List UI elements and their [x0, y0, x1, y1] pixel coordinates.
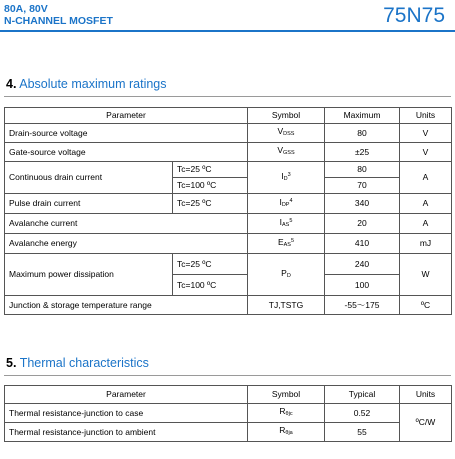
symbol-cell: $E_{AS}^5$: [248, 234, 325, 254]
unit-cell: ºC: [400, 296, 452, 315]
symbol-cell: $I_D^3$: [248, 162, 325, 194]
section-number: 4.: [6, 77, 17, 91]
absolute-max-table: [4, 107, 452, 315]
symbol-cell: $R_{\theta ja}$: [248, 423, 325, 442]
symbol-cell: $I_{DP}^4$: [248, 194, 325, 214]
unit-cell: A: [400, 214, 452, 234]
value-cell: -55～175: [325, 296, 400, 315]
col-header-units: Units: [400, 386, 452, 404]
table-header-row: [5, 108, 452, 124]
col-header-symbol: Symbol: [248, 108, 325, 124]
value-cell: 100: [325, 275, 400, 296]
col-header-parameter: Parameter: [5, 108, 248, 124]
thermal-table: [4, 385, 452, 442]
col-header-symbol: Symbol: [248, 386, 325, 404]
param-cell: Continuous drain current: [5, 162, 173, 194]
table-row: [5, 162, 452, 178]
value-cell: 55: [325, 423, 400, 442]
section-underline: [4, 375, 451, 376]
table-row: [5, 423, 452, 442]
symbol-cell: $V_{DSS}$: [248, 124, 325, 143]
col-header-parameter: Parameter: [5, 386, 248, 404]
table-header-row: [5, 386, 452, 404]
param-cell: Pulse drain current: [5, 194, 173, 214]
table-row: [5, 214, 452, 234]
symbol-cell: $V_{GSS}$: [248, 143, 325, 162]
value-cell: 70: [325, 178, 400, 194]
value-cell: 410: [325, 234, 400, 254]
section-title-thermal: [6, 356, 149, 370]
param-cell: Avalanche energy: [5, 234, 248, 254]
condition-cell: Tc=100 ºC: [173, 178, 248, 194]
unit-cell: A: [400, 194, 452, 214]
value-cell: 20: [325, 214, 400, 234]
col-header-typical: Typical: [325, 386, 400, 404]
header-divider: [0, 30, 455, 32]
symbol-cell: TJ,TSTG: [248, 296, 325, 315]
unit-cell: V: [400, 124, 452, 143]
section-title-text: Thermal characteristics: [19, 356, 149, 370]
table-row: [5, 143, 452, 162]
param-cell: Junction & storage temperature range: [5, 296, 248, 315]
section-title-absolute-max: [6, 77, 167, 91]
table-row: [5, 234, 452, 254]
condition-cell: Tc=25 ºC: [173, 254, 248, 275]
table-row: [5, 296, 452, 315]
unit-cell: A: [400, 162, 452, 194]
unit-cell: mJ: [400, 234, 452, 254]
section-number: 5.: [6, 356, 17, 370]
param-cell: Thermal resistance-junction to case: [5, 404, 248, 423]
col-header-maximum: Maximum: [325, 108, 400, 124]
condition-cell: Tc=100 ºC: [173, 275, 248, 296]
section-underline: [4, 96, 451, 97]
symbol-cell: $I_{AS}^5$: [248, 214, 325, 234]
param-cell: Thermal resistance-junction to ambient: [5, 423, 248, 442]
header-rating-line: 80A, 80V: [4, 3, 48, 15]
value-cell: 240: [325, 254, 400, 275]
param-cell: Drain-source voltage: [5, 124, 248, 143]
table-row: [5, 404, 452, 423]
condition-cell: Tc=25 ºC: [173, 194, 248, 214]
symbol-cell: $P_D$: [248, 254, 325, 296]
param-cell: Maximum power dissipation: [5, 254, 173, 296]
table-row: [5, 254, 452, 275]
value-cell: 340: [325, 194, 400, 214]
unit-cell: W: [400, 254, 452, 296]
header-type-line: N-CHANNEL MOSFET: [4, 15, 113, 27]
unit-cell: V: [400, 143, 452, 162]
unit-cell: ºC/W: [400, 404, 452, 442]
header-device-summary: [4, 3, 113, 27]
section-title-text: Absolute maximum ratings: [19, 77, 167, 91]
symbol-cell: $R_{\theta jc}$: [248, 404, 325, 423]
condition-cell: Tc=25 ºC: [173, 162, 248, 178]
table-row: [5, 194, 452, 214]
param-cell: Gate-source voltage: [5, 143, 248, 162]
col-header-units: Units: [400, 108, 452, 124]
value-cell: 0.52: [325, 404, 400, 423]
param-cell: Avalanche current: [5, 214, 248, 234]
value-cell: 80: [325, 162, 400, 178]
value-cell: ±25: [325, 143, 400, 162]
header-part-number: 75N75: [383, 4, 445, 27]
value-cell: 80: [325, 124, 400, 143]
table-row: [5, 124, 452, 143]
